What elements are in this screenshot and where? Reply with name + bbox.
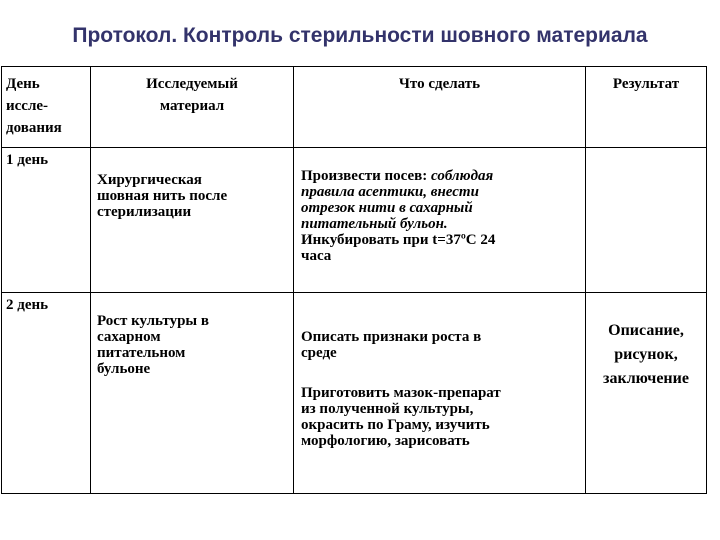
row2-todo-b-line-2: из полученной культуры, bbox=[301, 401, 474, 417]
row1-todo-italic-line-1: правила асептики, внести bbox=[301, 184, 479, 200]
header-material bbox=[91, 67, 294, 148]
header-day-line-2: иссле- bbox=[6, 98, 49, 114]
row2-day: 2 день bbox=[6, 297, 49, 313]
row2-result-line-2: рисунок, bbox=[614, 346, 678, 363]
row2-todo-b-line-1: Приготовить мазок-препарат bbox=[301, 385, 501, 401]
header-day bbox=[2, 67, 91, 148]
header-todo bbox=[294, 67, 586, 148]
header-result-label: Результат bbox=[612, 76, 680, 92]
row1-todo-lead: Произвести посев: bbox=[301, 168, 432, 184]
header-result bbox=[586, 67, 707, 148]
header-day-line-3: дования bbox=[6, 120, 62, 136]
header-day-line-1: День bbox=[6, 76, 40, 92]
page-title: Протокол. Контроль стерильности шовного материала bbox=[72, 24, 648, 47]
row1-material-cell bbox=[91, 148, 294, 293]
row2-todo-b-line-3: окрасить по Граму, изучить bbox=[301, 417, 490, 433]
row2-material-line-3: питательном bbox=[97, 345, 186, 361]
row1-result-cell bbox=[586, 148, 707, 293]
row1-material-line-3: стерилизации bbox=[97, 204, 192, 220]
row1-day: 1 день bbox=[6, 152, 49, 168]
row1-material-line-2: шовная нить после bbox=[97, 188, 228, 204]
row2-material-line-2: сахарном bbox=[97, 329, 161, 345]
row1-todo-italic-line-3: питательный бульон. bbox=[301, 216, 448, 232]
row2-todo-b-line-4: морфологию, зарисовать bbox=[301, 433, 470, 449]
header-todo-label: Что сделать bbox=[398, 76, 481, 92]
row1-day-cell bbox=[2, 148, 91, 293]
row2-todo-a-line-1: Описать признаки роста в bbox=[301, 329, 482, 345]
protocol-table bbox=[1, 66, 707, 494]
row1-todo-cell bbox=[294, 148, 586, 293]
header-row bbox=[2, 67, 707, 148]
row2-result-cell bbox=[586, 293, 707, 494]
row1-todo-italic-first: соблюдая bbox=[431, 168, 494, 184]
row1-todo-tail-line-2: часа bbox=[301, 248, 332, 264]
row2-result-line-3: заключение bbox=[603, 370, 689, 387]
row2-todo-a-line-2: среде bbox=[301, 345, 337, 361]
table-row bbox=[2, 293, 707, 494]
row2-material-cell bbox=[91, 293, 294, 494]
row2-result-line-1: Описание, bbox=[608, 322, 684, 339]
row2-material-line-4: бульоне bbox=[97, 361, 151, 377]
header-material-line-1: Исследуемый bbox=[146, 76, 238, 92]
row1-material-line-1: Хирургическая bbox=[97, 172, 202, 188]
row2-day-cell bbox=[2, 293, 91, 494]
row1-todo-italic-line-2: отрезок нити в сахарный bbox=[301, 200, 473, 216]
table-row bbox=[2, 148, 707, 293]
header-material-line-2: материал bbox=[159, 98, 225, 114]
row2-material-line-1: Рост культуры в bbox=[97, 313, 209, 329]
row2-todo-cell bbox=[294, 293, 586, 494]
row1-todo-tail-line-1: Инкубировать при t=37ºС 24 bbox=[301, 232, 496, 248]
